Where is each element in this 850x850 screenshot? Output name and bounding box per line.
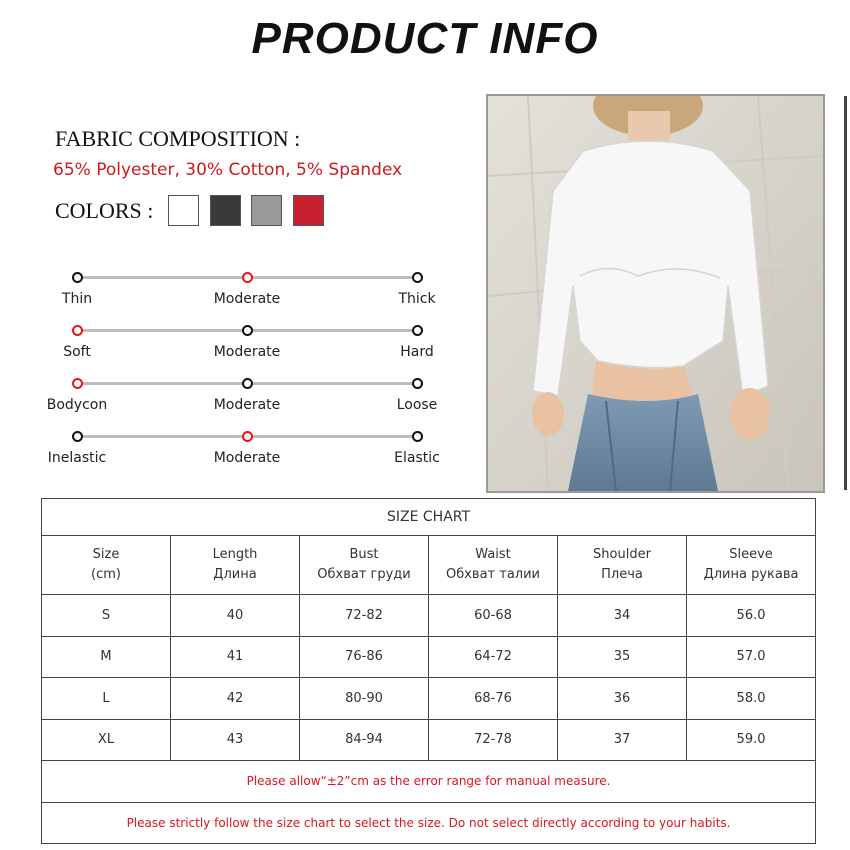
column-header-subtitle: Плеча bbox=[601, 567, 643, 582]
column-header-name: Bust bbox=[349, 547, 379, 562]
scale-point bbox=[412, 431, 423, 442]
table-cell: 58.0 bbox=[687, 678, 816, 720]
column-header-subtitle: Обхват груди bbox=[317, 567, 411, 582]
attribute-scale-2 bbox=[77, 323, 417, 337]
table-cell: 35 bbox=[558, 636, 687, 678]
table-cell: S bbox=[42, 595, 171, 637]
size-chart-header-row bbox=[42, 536, 816, 595]
table-cell: 59.0 bbox=[687, 719, 816, 761]
scale-label: Elastic bbox=[394, 450, 440, 466]
table-cell: M bbox=[42, 636, 171, 678]
column-header-name: Waist bbox=[475, 547, 511, 562]
table-cell: 42 bbox=[171, 678, 300, 720]
attribute-scale-4 bbox=[77, 429, 417, 443]
column-header-subtitle: (cm) bbox=[91, 567, 121, 582]
scale-point-selected bbox=[72, 378, 83, 389]
color-swatch-black[interactable] bbox=[210, 195, 241, 226]
scale-label: Moderate bbox=[213, 344, 281, 360]
table-cell: L bbox=[42, 678, 171, 720]
scale-label: Hard bbox=[400, 344, 434, 360]
column-header-subtitle: Длина bbox=[213, 567, 257, 582]
table-cell: 43 bbox=[171, 719, 300, 761]
column-header bbox=[558, 536, 687, 595]
scale-point bbox=[412, 378, 423, 389]
size-chart-caption: SIZE CHART bbox=[42, 499, 816, 536]
column-header bbox=[687, 536, 816, 595]
size-chart-table bbox=[41, 498, 816, 844]
table-cell: 64-72 bbox=[429, 636, 558, 678]
scale-label: Soft bbox=[63, 344, 91, 360]
scale-label: Bodycon bbox=[46, 397, 108, 413]
scale-label: Moderate bbox=[213, 450, 281, 466]
table-row bbox=[42, 595, 816, 637]
scale-point bbox=[72, 272, 83, 283]
measurement-error-note: Please allow“±2”cm as the error range for manual measure. bbox=[42, 761, 816, 803]
table-cell: 57.0 bbox=[687, 636, 816, 678]
colors-label: COLORS : bbox=[55, 198, 154, 223]
column-header-name: Sleeve bbox=[729, 547, 773, 562]
scale-point bbox=[72, 431, 83, 442]
table-cell: 72-78 bbox=[429, 719, 558, 761]
scale-label: Loose bbox=[396, 397, 438, 413]
table-cell: 68-76 bbox=[429, 678, 558, 720]
column-header bbox=[429, 536, 558, 595]
table-cell: 41 bbox=[171, 636, 300, 678]
scale-point-selected bbox=[72, 325, 83, 336]
product-photo bbox=[486, 94, 825, 493]
scale-point bbox=[242, 378, 253, 389]
scale-label: Thick bbox=[398, 291, 436, 307]
column-header-subtitle: Длина рукава bbox=[703, 567, 799, 582]
color-swatch-red[interactable] bbox=[293, 195, 324, 226]
page-title: PRODUCT INFO bbox=[251, 14, 599, 63]
attribute-scale-3 bbox=[77, 376, 417, 390]
table-row bbox=[42, 636, 816, 678]
table-cell: 56.0 bbox=[687, 595, 816, 637]
column-header bbox=[300, 536, 429, 595]
column-header-name: Size bbox=[92, 547, 120, 562]
scale-point bbox=[242, 325, 253, 336]
scale-label: Moderate bbox=[213, 397, 281, 413]
scale-label: Thin bbox=[61, 291, 93, 307]
table-cell: 72-82 bbox=[300, 595, 429, 637]
model-wearing-crop-top-image bbox=[488, 96, 823, 491]
table-cell: 76-86 bbox=[300, 636, 429, 678]
column-header bbox=[171, 536, 300, 595]
scale-point bbox=[412, 325, 423, 336]
color-swatch-gray[interactable] bbox=[251, 195, 282, 226]
fabric-composition-label: FABRIC COMPOSITION : bbox=[55, 126, 301, 151]
scale-point-selected bbox=[242, 431, 253, 442]
table-cell: 60-68 bbox=[429, 595, 558, 637]
column-header-name: Length bbox=[212, 547, 258, 562]
table-row bbox=[42, 719, 816, 761]
scale-label: Inelastic bbox=[47, 450, 107, 466]
scale-label: Moderate bbox=[213, 291, 281, 307]
image-edge-divider bbox=[844, 96, 847, 490]
table-cell: 84-94 bbox=[300, 719, 429, 761]
column-header-name: Shoulder bbox=[593, 547, 651, 562]
column-header-subtitle: Обхват талии bbox=[445, 567, 541, 582]
scale-point bbox=[412, 272, 423, 283]
scale-point-selected bbox=[242, 272, 253, 283]
column-header bbox=[42, 536, 171, 595]
fabric-composition-value: 65% Polyester, 30% Cotton, 5% Spandex bbox=[53, 160, 403, 180]
table-cell: 40 bbox=[171, 595, 300, 637]
table-cell: 36 bbox=[558, 678, 687, 720]
table-cell: 34 bbox=[558, 595, 687, 637]
table-cell: 37 bbox=[558, 719, 687, 761]
table-cell: XL bbox=[42, 719, 171, 761]
attribute-scale-1 bbox=[77, 270, 417, 284]
size-selection-note: Please strictly follow the size chart to select the size. Do not select directly according to your habits. bbox=[42, 802, 816, 844]
color-swatch-white[interactable] bbox=[168, 195, 199, 226]
table-row bbox=[42, 678, 816, 720]
table-cell: 80-90 bbox=[300, 678, 429, 720]
